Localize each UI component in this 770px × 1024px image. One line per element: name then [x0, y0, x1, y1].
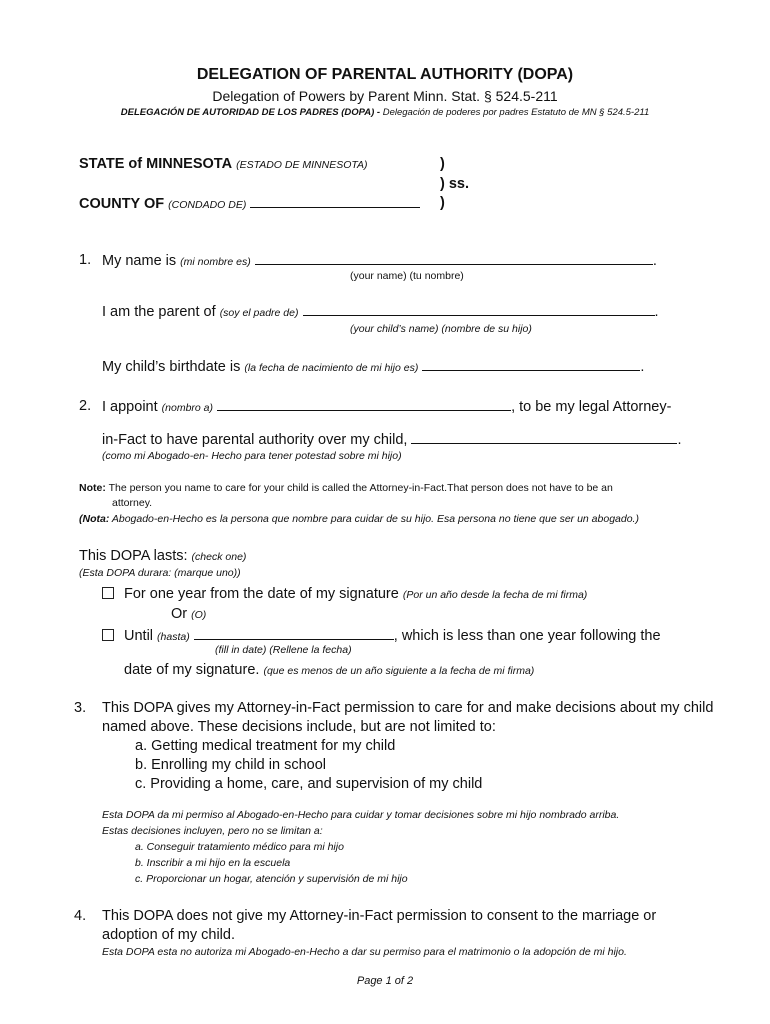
item-3-es-b: b. Inscribir a mi hijo en la escuela — [135, 857, 291, 869]
state-label-es: (ESTADO DE MINNESOTA) — [236, 159, 368, 171]
duration-heading-es: (Esta DOPA durara: (marque uno)) — [79, 567, 241, 579]
or-label: Or — [171, 606, 188, 622]
item-3-es-1: Esta DOPA da mi permiso al Abogado-en-Hecho para cuidar y tomar decisiones sobre mi hijo nombrado arriba. — [102, 809, 620, 821]
document-subtitle: Delegation of Powers by Parent Minn. Stat. § 524.5-211 — [212, 88, 558, 104]
note-line-2: attorney. — [112, 497, 153, 509]
name-period: . — [652, 253, 657, 269]
note-line-1 — [79, 482, 613, 494]
spanish-subtitle-bold: DELEGACIÓN DE AUTORIDAD DE LOS PADRES (DOPA) - — [120, 107, 381, 118]
infact-child-field[interactable] — [411, 431, 677, 444]
item-3-number: 3. — [74, 700, 87, 716]
option-until-label: Until — [124, 628, 154, 644]
option-until-line-2 — [124, 662, 534, 678]
item-2-number: 2. — [79, 398, 92, 414]
item-4-es: Esta DOPA esta no autoriza mi Abogado-en-Hecho a dar su permiso para el matrimonio o la adopción de mi hijo. — [102, 946, 627, 958]
item-4-line-1: This DOPA does not give my Attorney-in-Fact permission to consent to the marriage or — [102, 908, 657, 924]
option-until-line-2-text: date of my signature. — [124, 662, 260, 678]
child-name-hint: (your child’s name) (nombre de su hijo) — [350, 323, 532, 335]
state-line — [79, 156, 368, 172]
note-es — [79, 513, 639, 525]
item-3-a: a. Getting medical treatment for my child — [135, 738, 396, 754]
venue-ss: ) ss. — [440, 176, 470, 192]
option-one-year — [102, 586, 587, 602]
option-until-tail: , which is less than one year following the — [393, 628, 661, 644]
document-title: DELEGATION OF PARENTAL AUTHORITY (DOPA) — [196, 66, 574, 83]
note-label: Note: — [79, 482, 106, 494]
page-number: Page 1 of 2 — [356, 975, 414, 987]
item-3-b: b. Enrolling my child in school — [135, 757, 327, 773]
birthdate-period: . — [640, 359, 645, 375]
option-one-year-label: For one year from the date of my signature — [124, 586, 399, 602]
parent-line — [102, 303, 659, 320]
duration-heading-hint: (check one) — [191, 551, 247, 563]
parent-label: I am the parent of — [102, 304, 216, 320]
item-3-c: c. Providing a home, care, and supervision of my child — [135, 776, 483, 792]
item-4-number: 4. — [74, 908, 87, 924]
venue-paren-1: ) — [440, 156, 445, 172]
parent-label-es: (soy el padre de) — [219, 307, 299, 319]
birthdate-label: My child’s birthdate is — [102, 359, 241, 375]
note-es-label: (Nota: — [79, 513, 110, 525]
attorney-name-field[interactable] — [217, 398, 511, 411]
county-label: COUNTY OF — [79, 196, 165, 212]
infact-period: . — [677, 432, 682, 448]
item-1-number: 1. — [79, 252, 92, 268]
option-until-es: (hasta) — [157, 631, 190, 643]
appoint-line — [102, 398, 671, 415]
state-label: STATE of MINNESOTA — [79, 156, 233, 172]
or-label-es: (O) — [191, 609, 207, 621]
infact-line — [102, 431, 682, 448]
item-3-es-a: a. Conseguir tratamiento médico para mi hijo — [135, 841, 344, 853]
infact-label: in-Fact to have parental authority over my child, — [102, 432, 408, 448]
note-es-text: Abogado-en-Hecho es la persona que nombre para cuidar de su hijo. Esa persona no tiene que ser un abogado.) — [109, 513, 639, 525]
one-year-checkbox[interactable] — [102, 587, 114, 599]
name-hint: (your name) (tu nombre) — [350, 270, 464, 282]
county-field[interactable] — [250, 195, 420, 208]
until-checkbox[interactable] — [102, 629, 114, 641]
birthdate-label-es: (la fecha de nacimiento de mi hijo es) — [244, 362, 419, 374]
item-4-line-2: adoption of my child. — [102, 927, 235, 943]
birthdate-line — [102, 358, 644, 375]
item-3-line-2: named above. These decisions include, but are not limited to: — [102, 719, 496, 735]
option-until-line-2-es: (que es menos de un año siguiente a la fecha de mi firma) — [263, 665, 535, 677]
date-hint: (fill in date) (Rellene la fecha) — [215, 644, 352, 656]
or-line — [171, 606, 206, 622]
birthdate-field[interactable] — [422, 358, 640, 371]
option-until — [102, 627, 661, 644]
parent-period: . — [654, 304, 659, 320]
duration-heading — [79, 548, 246, 564]
appoint-label-es: (nombro a) — [161, 402, 214, 414]
until-date-field[interactable] — [194, 627, 394, 640]
note-text: The person you name to care for your child is called the Attorney-in-Fact.That person does not have to be an — [105, 482, 613, 494]
name-field[interactable] — [255, 252, 653, 265]
county-line — [79, 195, 420, 212]
county-label-es: (CONDADO DE) — [168, 199, 247, 211]
item-3-es-2: Estas decisiones incluyen, pero no se limitan a: — [102, 825, 323, 837]
spanish-subtitle-rest: Delegación de poderes por padres Estatuto de MN § 524.5-211 — [380, 107, 650, 118]
item-3-line-1: This DOPA gives my Attorney-in-Fact permission to care for and make decisions about my child — [102, 700, 714, 716]
duration-heading-text: This DOPA lasts: — [79, 548, 188, 564]
item-3-es-c: c. Proporcionar un hogar, atención y supervisión de mi hijo — [135, 873, 408, 885]
venue-paren-3: ) — [440, 195, 445, 211]
appoint-tail: , to be my legal Attorney- — [511, 399, 672, 415]
appoint-label: I appoint — [102, 399, 158, 415]
name-line — [102, 252, 657, 269]
option-one-year-es: (Por un año desde la fecha de mi firma) — [402, 589, 588, 601]
child-name-field[interactable] — [303, 303, 655, 316]
spanish-subtitle — [0, 107, 770, 118]
infact-label-es: (como mi Abogado-en- Hecho para tener potestad sobre mi hijo) — [102, 450, 402, 462]
name-label-es: (mi nombre es) — [180, 256, 251, 268]
name-label: My name is — [102, 253, 177, 269]
